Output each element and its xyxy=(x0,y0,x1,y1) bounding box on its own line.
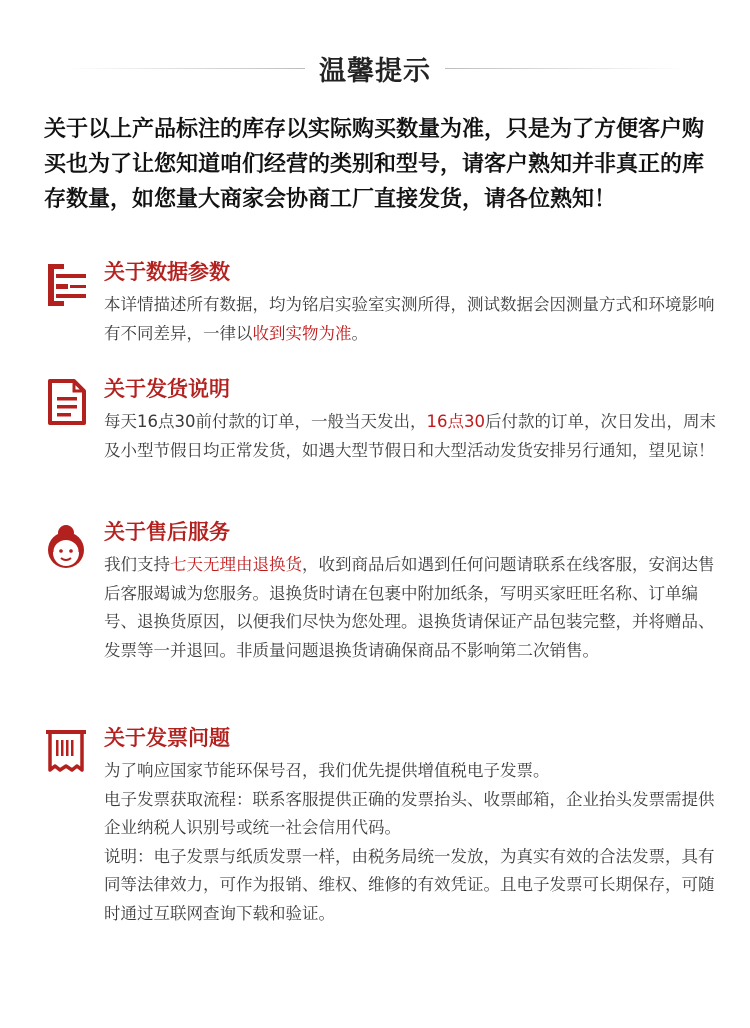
title-divider-right xyxy=(445,68,685,69)
data-parameters-icon xyxy=(40,260,92,312)
section-heading: 关于发货说明 xyxy=(104,377,230,401)
highlight-text: 七天无理由退换货 xyxy=(170,555,302,574)
invoice-line: 说明：电子发票与纸质发票一样，由税务局统一发放，为真实有效的合法发票，具有同等法律效力，可作为报销、维权、维修的有效凭证。且电子发票可长期保存，可随时通过互联网查询下载和验证。 xyxy=(104,846,715,923)
invoice-receipt-icon xyxy=(40,726,92,778)
section-body: 每天16点30前付款的订单，一般当天发出，16点30后付款的订单，次日发出，周末及小型节假日均正常发货，如遇大型节假日和大型活动发货安排另行通知，望见谅！ xyxy=(104,412,716,460)
highlight-text: 收到实物为准 xyxy=(252,323,352,343)
page-title: 温馨提示 xyxy=(319,55,431,87)
intro-notice: 关于以上产品标注的库存以实际购买数量为准，只是为了方便客户购买也为了让您知道咱们经营的类别和型号，请客户熟知并非真正的库存数量，如您量大商家会协商工厂直接发货，请各位熟知！ xyxy=(44,117,705,212)
section-body xyxy=(104,757,719,928)
title-divider-left xyxy=(65,68,305,69)
highlight-text: 16点30 xyxy=(426,412,485,431)
section-body: 我们支持七天无理由退换货，收到商品后如遇到任何问题请联系在线客服，安润达售后客服竭诚为您服务。退换货时请在包裹中附加纸条，写明买家旺旺名称、订单编号、退换货原因，以便我们尽快为您处理。退换货请保证产品包装完整，并将赠品、发票等一并退回。非质量问题退换货请确保商品不影响第二次销售。 xyxy=(104,555,715,660)
shipping-document-icon xyxy=(40,377,92,429)
customer-service-agent-icon xyxy=(40,520,92,572)
section-heading: 关于数据参数 xyxy=(104,260,230,284)
section-heading: 关于售后服务 xyxy=(104,520,230,544)
section-body: 本详情描述所有数据，均为铭启实验室实测所得，测试数据会因测量方式和环境影响有不同差异，一律以收到实物为准。 xyxy=(104,295,715,343)
invoice-line: 为了响应国家节能环保号召，我们优先提供增值税电子发票。 xyxy=(104,761,550,780)
invoice-line: 电子发票获取流程：联系客服提供正确的发票抬头、收票邮箱，企业抬头发票需提供企业纳税人识别号或统一社会信用代码。 xyxy=(104,789,715,837)
title-row xyxy=(0,46,750,90)
section-heading: 关于发票问题 xyxy=(104,726,230,750)
